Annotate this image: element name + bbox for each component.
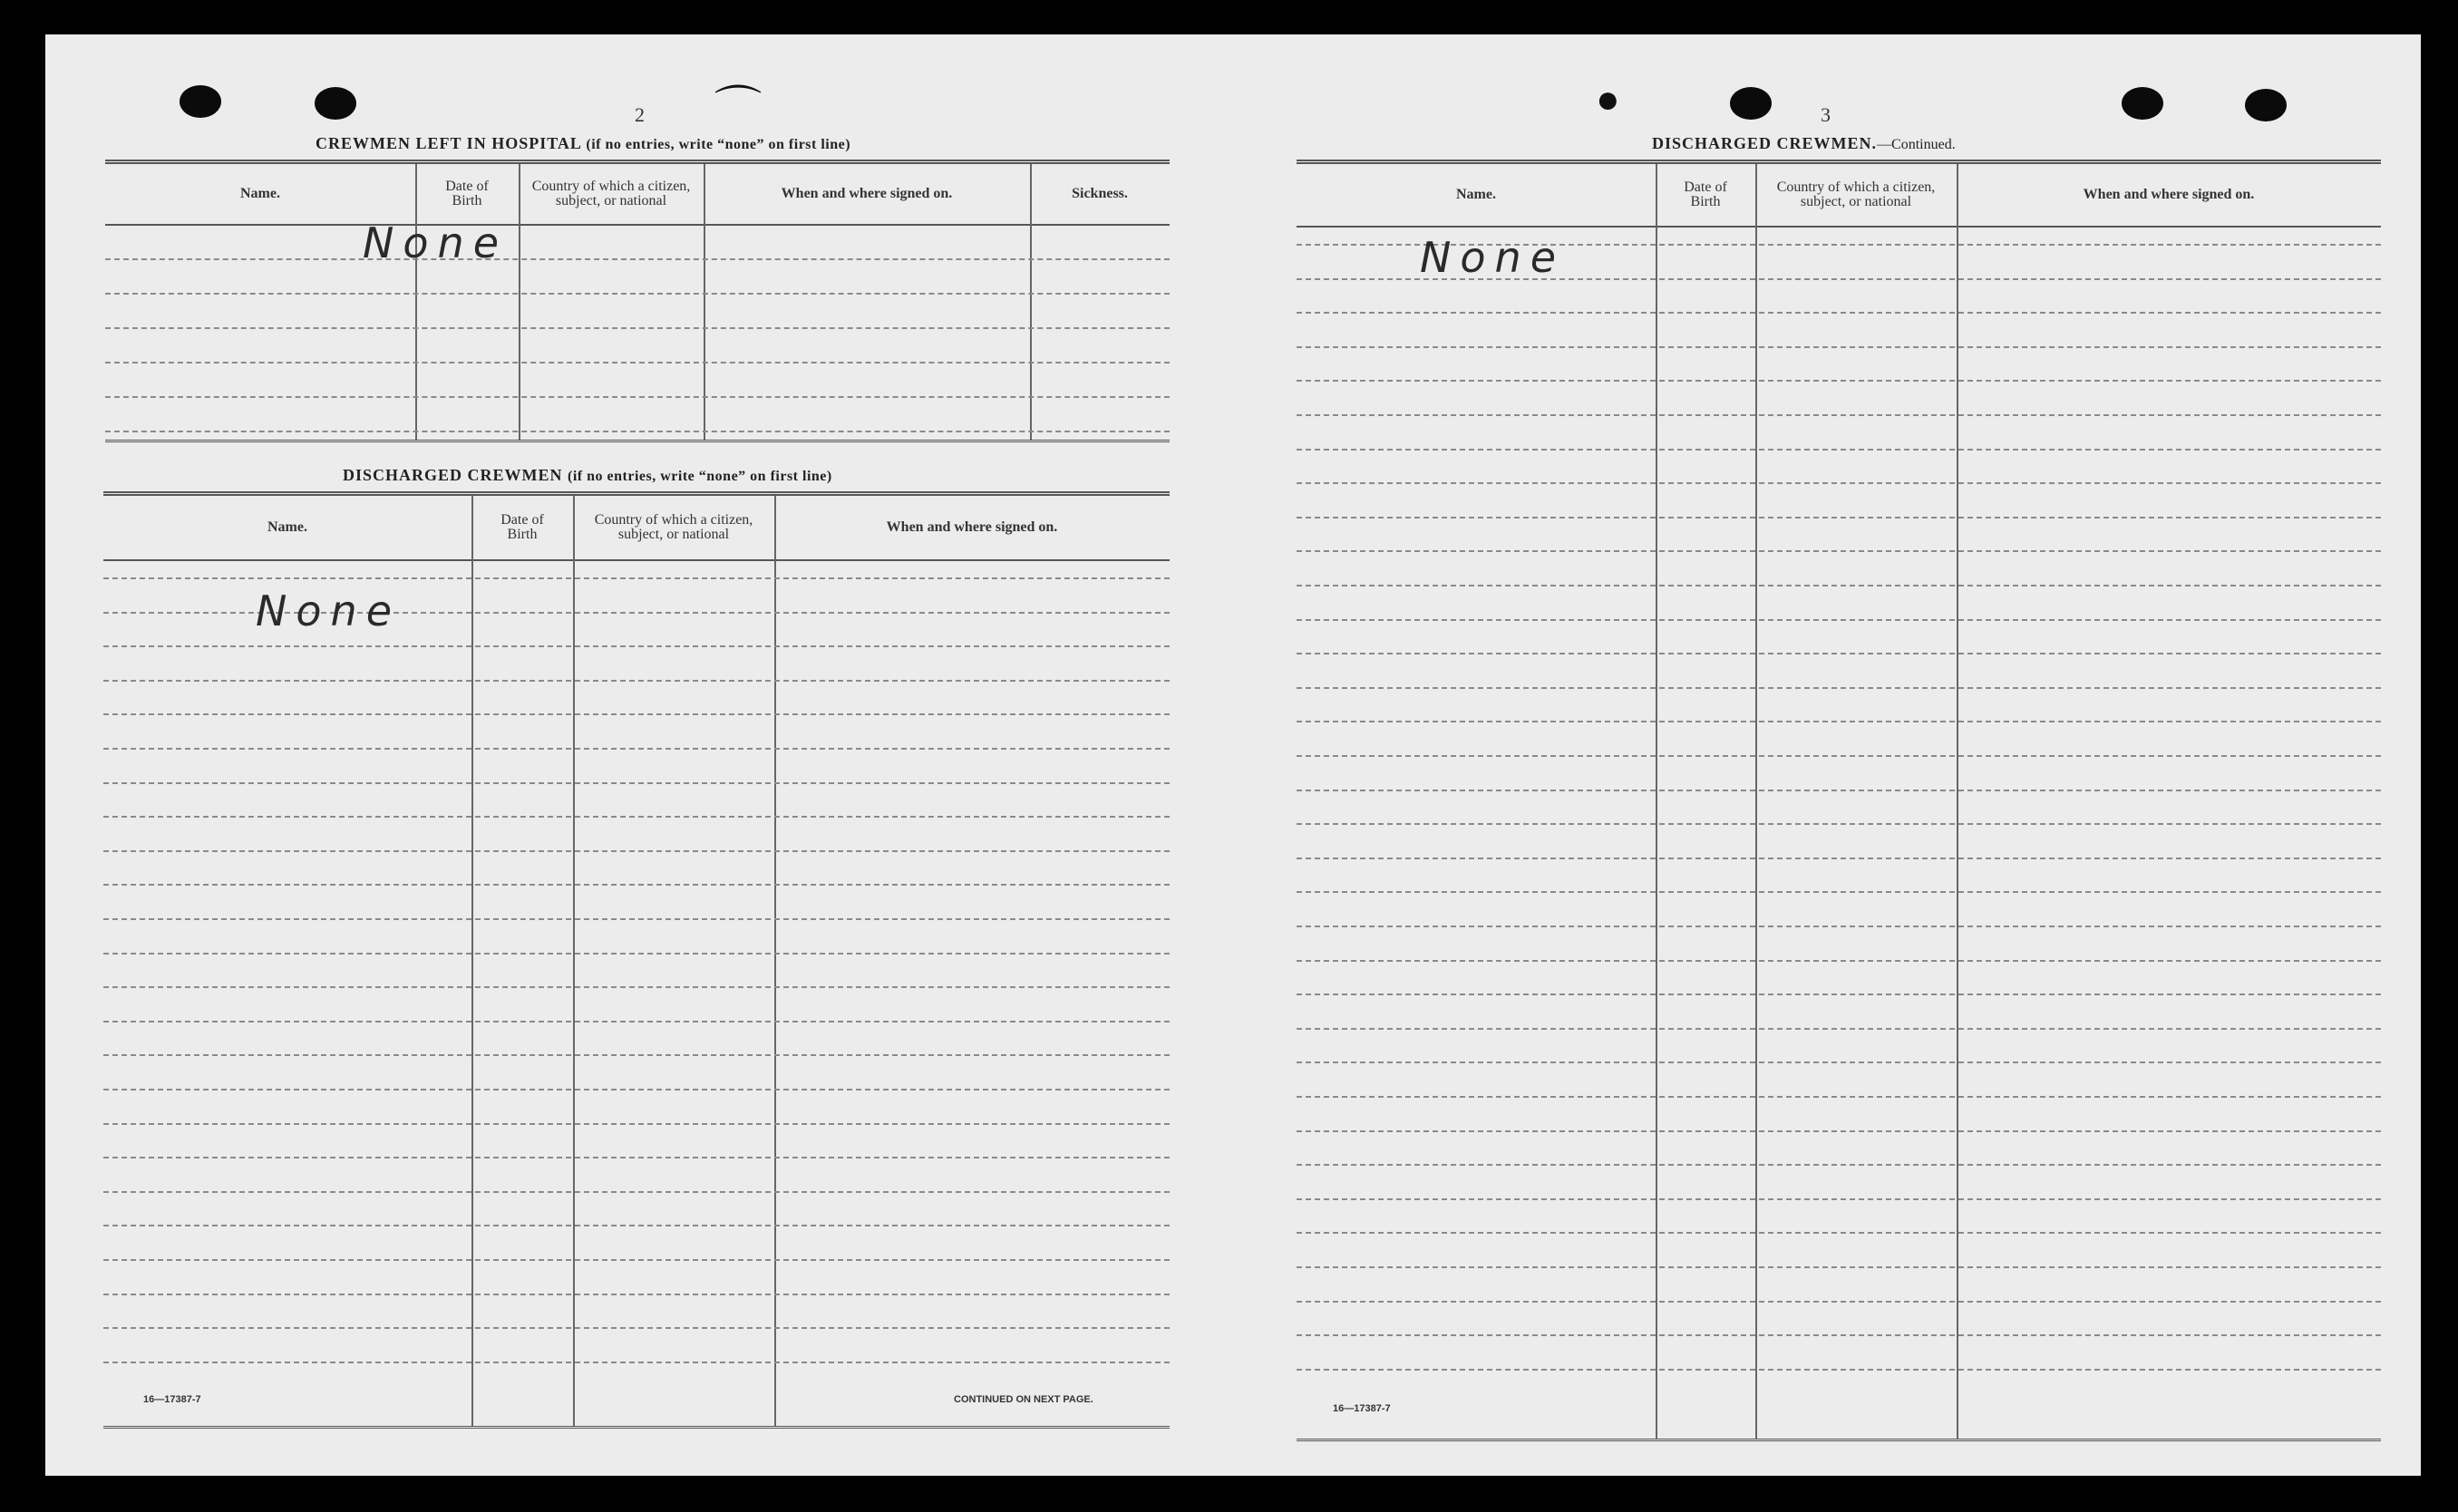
table-row: [103, 884, 1170, 886]
discharged-section-title: DISCHARGED CREWMEN (if no entries, write “none” on first line): [343, 466, 832, 484]
table-row: [103, 782, 1170, 784]
table-row: [1297, 414, 2381, 416]
table-row: [1297, 517, 2381, 519]
table-row: [1297, 1232, 2381, 1234]
table-row: [1297, 721, 2381, 722]
document-sheet: [45, 34, 2421, 1476]
punch-hole: [1730, 87, 1772, 120]
table-row: [1297, 550, 2381, 552]
table-row: [105, 293, 1170, 295]
table-row: [1297, 960, 2381, 962]
table-row: [1297, 1198, 2381, 1200]
table-row: [105, 327, 1170, 329]
discharged-rows-right: [1297, 226, 2381, 1439]
table-row: [1297, 790, 2381, 791]
table-row: [105, 396, 1170, 398]
table-row: [1297, 585, 2381, 586]
punch-hole: [315, 87, 356, 120]
table-row: [1297, 755, 2381, 757]
table-row: [1297, 1096, 2381, 1098]
form-number-left: 16—17387-7: [143, 1394, 201, 1405]
table-row: [103, 1191, 1170, 1193]
table-row: [103, 1225, 1170, 1226]
discharged-rows-left: [103, 559, 1170, 1426]
column-header-name: Name.: [1456, 187, 1496, 202]
ink-mark: ●: [1596, 77, 1620, 121]
table-row: [1297, 891, 2381, 893]
table-row: [1297, 1334, 2381, 1336]
table-row: [1297, 1061, 2381, 1063]
handwritten-entry: None: [1420, 233, 1566, 282]
table-row: [1297, 1130, 2381, 1132]
hospital-table: [105, 160, 1170, 442]
table-row: [105, 431, 1170, 432]
discharged-table-header: [103, 496, 1170, 561]
punch-hole: [2122, 87, 2163, 120]
table-row: [1297, 346, 2381, 348]
table-row: [1297, 1028, 2381, 1030]
discharged-continued-title: DISCHARGED CREWMEN.—Continued.: [1652, 134, 1956, 152]
table-row: [103, 918, 1170, 920]
table-row: [1297, 449, 2381, 451]
table-row: [1297, 1369, 2381, 1371]
table-row: [1297, 926, 2381, 927]
continued-note: CONTINUED ON NEXT PAGE.: [954, 1394, 1093, 1405]
table-row: [1297, 687, 2381, 689]
table-row: [1297, 653, 2381, 654]
page-number-right: 3: [1821, 103, 1831, 126]
table-row: [103, 850, 1170, 852]
ink-mark: ⌒: [714, 84, 763, 136]
table-row: [103, 645, 1170, 647]
table-row: [1297, 858, 2381, 859]
table-row: [1297, 1266, 2381, 1268]
table-row: [103, 1123, 1170, 1125]
column-header-name: Name.: [240, 186, 280, 201]
table-row: [1297, 312, 2381, 314]
punch-hole: [2245, 89, 2287, 121]
column-header-name: Name.: [267, 519, 307, 535]
table-row: [103, 1362, 1170, 1363]
table-row: [103, 1327, 1170, 1329]
table-row: [103, 816, 1170, 818]
column-header-country: Country of which a citizen, subject, or national: [594, 512, 753, 542]
page-number-left: 2: [635, 103, 645, 126]
column-header-country: Country of which a citizen, subject, or national: [531, 179, 691, 208]
table-row: [103, 680, 1170, 682]
column-header-date-of-birth: Date of Birth: [1684, 179, 1727, 209]
handwritten-entry: None: [256, 586, 402, 635]
table-row: [1297, 823, 2381, 825]
column-header-signed-on: When and where signed on.: [2083, 187, 2255, 202]
table-row: [103, 1294, 1170, 1295]
form-number-right: 16—17387-7: [1333, 1403, 1391, 1414]
table-row: [1297, 619, 2381, 621]
table-row: [103, 748, 1170, 750]
column-header-date-of-birth: Date of Birth: [500, 512, 544, 542]
table-row: [103, 577, 1170, 579]
table-row: [1297, 1301, 2381, 1303]
column-header-signed-on: When and where signed on.: [781, 186, 953, 201]
column-header-sickness: Sickness.: [1072, 186, 1128, 201]
punch-hole: [180, 85, 221, 118]
column-header-signed-on: When and where signed on.: [886, 519, 1058, 535]
table-row: [103, 1259, 1170, 1261]
table-row: [103, 953, 1170, 955]
table-row: [103, 1054, 1170, 1056]
table-row: [103, 1157, 1170, 1158]
table-row: [103, 1089, 1170, 1090]
table-row: [1297, 993, 2381, 995]
column-header-country: Country of which a citizen, subject, or national: [1776, 179, 1936, 209]
handwritten-entry: None: [363, 218, 509, 267]
discharged-table-right: [1297, 160, 2381, 1441]
table-row: [1297, 1164, 2381, 1166]
hospital-table-header: [105, 164, 1170, 226]
hospital-section-title: CREWMEN LEFT IN HOSPITAL (if no entries, write “none” on first line): [316, 134, 851, 152]
table-row: [105, 258, 1170, 260]
discharged-table-header: [1297, 164, 2381, 228]
table-row: [103, 1021, 1170, 1023]
table-row: [1297, 482, 2381, 484]
hospital-rows: [105, 224, 1170, 440]
column-header-date-of-birth: Date of Birth: [445, 179, 489, 208]
table-row: [103, 713, 1170, 715]
table-row: [105, 362, 1170, 363]
discharged-table-left: [103, 491, 1170, 1429]
table-row: [1297, 380, 2381, 382]
table-row: [103, 986, 1170, 988]
